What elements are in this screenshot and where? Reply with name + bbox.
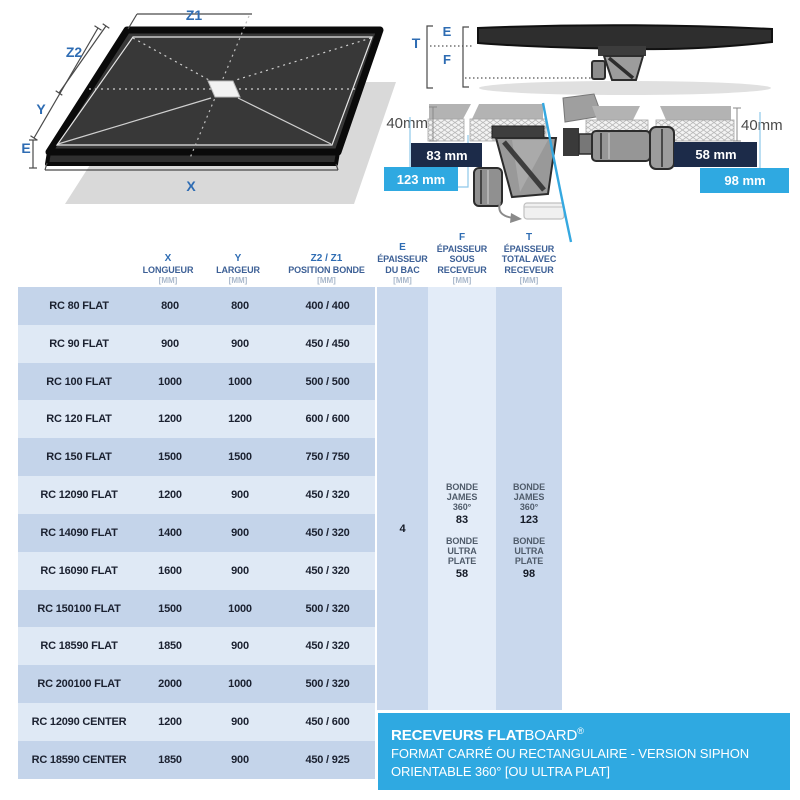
e-section-label: E	[442, 24, 452, 39]
board-thickness-right: 40mm	[741, 117, 783, 134]
row-z-cell: 500 / 320	[305, 602, 350, 615]
bonde-ultra-total: BONDE ULTRA PLATE 98	[512, 536, 545, 580]
col-header-x: X LONGUEUR [MM]	[142, 252, 194, 285]
row-name-cell: RC 18590 CENTER	[31, 753, 127, 766]
row-x-cell: 1200	[158, 716, 182, 729]
table-row	[18, 627, 375, 665]
row-y-cell: 1000	[228, 602, 252, 615]
row-y-cell: 800	[231, 299, 249, 312]
row-x-cell: 1200	[158, 413, 182, 426]
thickness-band-e	[377, 287, 428, 710]
row-y-cell: 1500	[228, 451, 252, 464]
col-header-z: Z2 / Z1 POSITION BONDE [MM]	[288, 252, 365, 285]
siphon-ultra-flat	[563, 127, 674, 169]
row-x-cell: 900	[161, 337, 179, 350]
svg-text:98 mm: 98 mm	[724, 173, 766, 188]
row-x-cell: 1200	[158, 489, 182, 502]
detail-ultra-plate	[563, 94, 789, 193]
row-z-cell: 450 / 320	[305, 489, 350, 502]
f-section-label: F	[443, 52, 451, 67]
row-y-cell: 1000	[228, 678, 252, 691]
row-name-cell: RC 100 FLAT	[46, 375, 112, 388]
col-header-f: F ÉPAISSEUR SOUS RECEVEUR [MM]	[436, 231, 488, 285]
row-x-cell: 2000	[158, 678, 182, 691]
row-z-cell: 450 / 320	[305, 526, 350, 539]
table-row	[18, 400, 375, 438]
t-label: T	[411, 35, 421, 51]
table-row	[18, 665, 375, 703]
board-thickness-left: 40mm	[386, 115, 428, 132]
row-x-cell: 1500	[158, 602, 182, 615]
row-x-cell: 1850	[158, 640, 182, 653]
svg-text:83 mm: 83 mm	[426, 148, 468, 163]
iso-tray-diagram	[21, 7, 396, 204]
x-label: X	[186, 178, 196, 194]
detail-james-360	[384, 104, 564, 223]
e-label: E	[21, 140, 31, 156]
row-z-cell: 400 / 400	[305, 299, 350, 312]
row-name-cell: RC 12090 CENTER	[31, 716, 127, 729]
ghost-basin	[524, 203, 564, 219]
row-name-cell: RC 120 FLAT	[46, 413, 112, 426]
row-y-cell: 900	[231, 640, 249, 653]
row-x-cell: 1500	[158, 451, 182, 464]
col-header-y: Y LARGEUR [MM]	[216, 252, 260, 285]
banner-line3: ORIENTABLE 360° [OU ULTRA PLAT]	[391, 763, 610, 779]
row-y-cell: 1200	[228, 413, 252, 426]
row-z-cell: 450 / 320	[305, 564, 350, 577]
banner-line2: FORMAT CARRÉ OU RECTANGULAIRE - VERSION SIPHON	[391, 746, 749, 761]
tray-section-slab	[478, 25, 772, 49]
row-y-cell: 1000	[228, 375, 252, 388]
row-z-cell: 450 / 450	[305, 337, 350, 350]
thickness-band-f	[428, 287, 496, 710]
row-z-cell: 500 / 320	[305, 678, 350, 691]
row-z-cell: 450 / 320	[305, 640, 350, 653]
row-z-cell: 500 / 500	[305, 375, 350, 388]
row-name-cell: RC 150 FLAT	[46, 451, 112, 464]
table-row	[18, 741, 375, 779]
product-table	[18, 287, 375, 779]
info-banner	[378, 713, 790, 790]
col-header-e: E ÉPAISSEUR DU BAC [MM]	[377, 242, 428, 285]
y-label: Y	[36, 101, 46, 117]
svg-text:123 mm: 123 mm	[396, 172, 446, 187]
row-y-cell: 900	[231, 337, 249, 350]
col-header-t: T ÉPAISSEUR TOTAL AVEC RECEVEUR [MM]	[501, 231, 557, 285]
row-name-cell: RC 12090 FLAT	[40, 489, 118, 502]
row-y-cell: 900	[231, 489, 249, 502]
bonde-james-under: BONDE JAMES 360° 83	[445, 482, 478, 526]
table-row	[18, 590, 375, 628]
table-row	[18, 325, 375, 363]
row-name-cell: RC 200100 FLAT	[37, 678, 121, 691]
table-row	[18, 363, 375, 401]
row-y-cell: 900	[231, 753, 249, 766]
side-section-diagram	[412, 24, 772, 95]
table-row	[18, 438, 375, 476]
row-x-cell: 1600	[158, 564, 182, 577]
row-x-cell: 1400	[158, 526, 182, 539]
table-row	[18, 703, 375, 741]
row-x-cell: 1850	[158, 753, 182, 766]
bac-thickness-value: 4	[399, 523, 406, 535]
row-z-cell: 450 / 600	[305, 716, 350, 729]
z1-label: Z1	[185, 7, 203, 23]
table-row	[18, 552, 375, 590]
row-name-cell: RC 14090 FLAT	[40, 526, 118, 539]
table-row	[18, 476, 375, 514]
bonde-james-total: BONDE JAMES 360° 123	[512, 482, 545, 526]
row-name-cell: RC 16090 FLAT	[40, 564, 118, 577]
row-x-cell: 800	[161, 299, 179, 312]
row-z-cell: 450 / 925	[305, 753, 350, 766]
thickness-band-t	[496, 287, 562, 710]
table-row	[18, 287, 375, 325]
banner-title: RECEVEURS FLATBOARD®	[391, 726, 584, 744]
row-y-cell: 900	[231, 716, 249, 729]
row-name-cell: RC 18590 FLAT	[40, 640, 118, 653]
row-name-cell: RC 150100 FLAT	[37, 602, 121, 615]
siphon-section	[592, 46, 646, 80]
row-z-cell: 600 / 600	[305, 413, 350, 426]
row-z-cell: 750 / 750	[305, 451, 350, 464]
table-row	[18, 514, 375, 552]
row-name-cell: RC 80 FLAT	[49, 299, 109, 312]
row-name-cell: RC 90 FLAT	[49, 337, 109, 350]
svg-text:58 mm: 58 mm	[695, 147, 737, 162]
bonde-ultra-under: BONDE ULTRA PLATE 58	[445, 536, 478, 580]
row-y-cell: 900	[231, 564, 249, 577]
row-y-cell: 900	[231, 526, 249, 539]
row-x-cell: 1000	[158, 375, 182, 388]
z2-label: Z2	[65, 44, 83, 60]
